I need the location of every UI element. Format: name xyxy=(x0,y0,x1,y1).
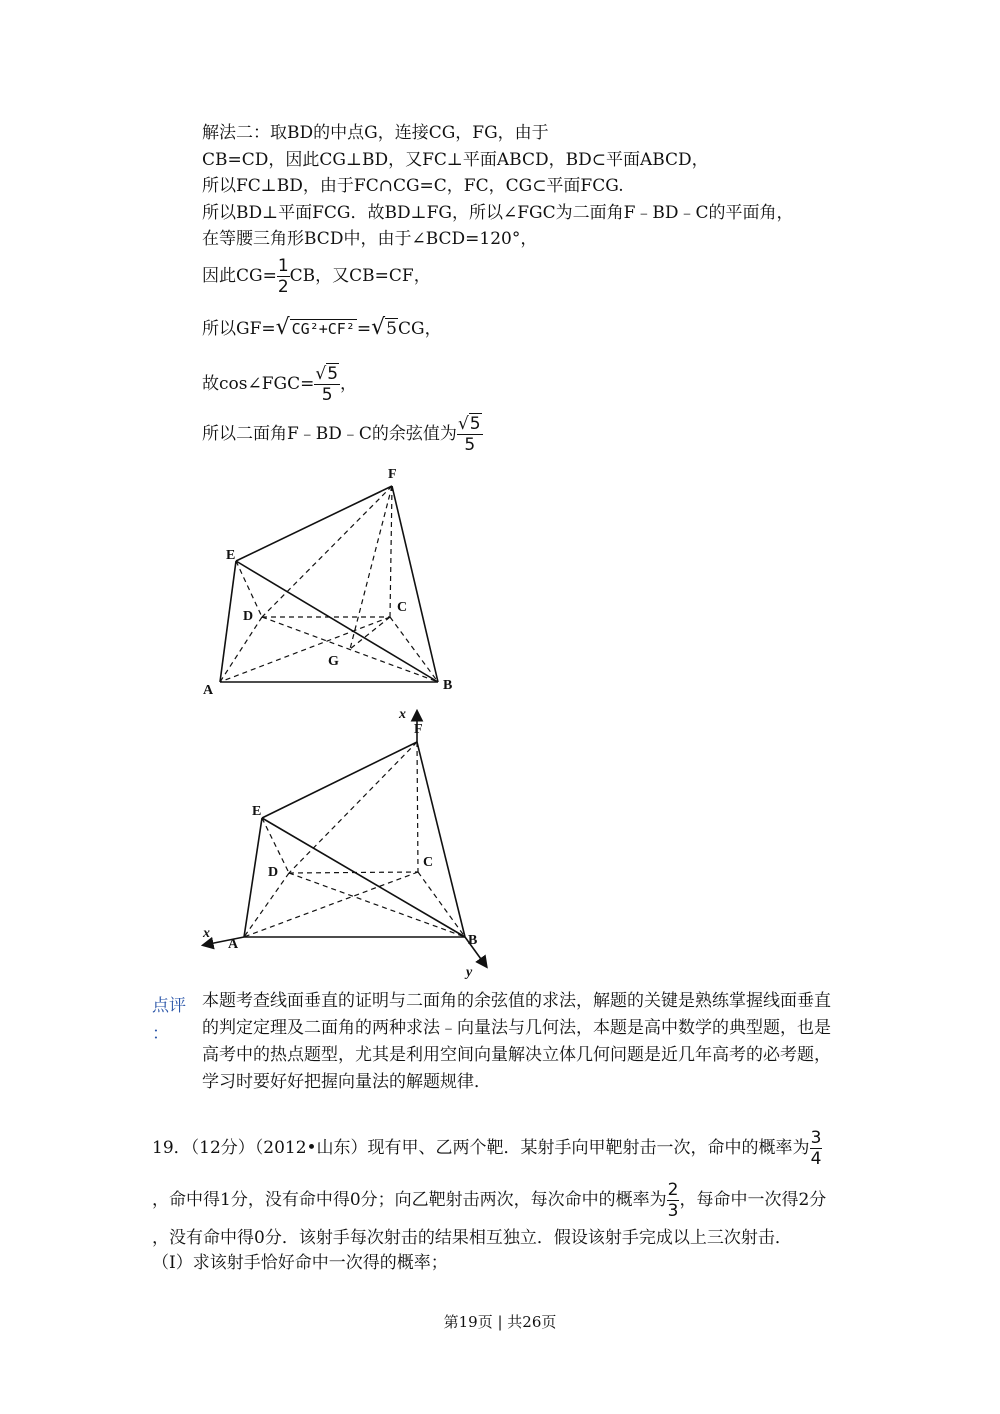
label-C: C xyxy=(397,600,408,615)
edge-CB-2 xyxy=(418,872,465,937)
edge-CA xyxy=(220,617,390,682)
solution-line-5: 在等腰三角形BCD中，由于∠BCD=120°， xyxy=(202,229,538,249)
gf-prefix: 所以GF= xyxy=(202,319,276,339)
problem19-line-4: （Ⅰ）求该射手恰好命中一次得的概率； xyxy=(152,1253,448,1273)
review-text: 本题考查线面垂直的证明与二面角的余弦值的求法，解题的关键是熟练掌握线面垂直的判定定理及二面角的两种求法﹣向量法与几何法，本题是高中数学的典型题，也是高考中的热点题型，尤其是利用空间向量解决立体几何问题是近几年高考的必考题，学习时要好好把握向量法的解题规律． xyxy=(202,991,831,1092)
edge-DC-2 xyxy=(289,872,418,873)
edge-EA-2 xyxy=(244,818,262,937)
edge-FD xyxy=(262,486,392,617)
fraction-numerator: 3 xyxy=(810,1128,822,1148)
fraction-numerator: √5 xyxy=(315,364,339,384)
edge-CA-2 xyxy=(244,872,418,937)
geometry-figure-2 xyxy=(195,700,495,982)
solution-line-8 xyxy=(202,364,357,405)
label-C-2: C xyxy=(423,855,434,870)
cg-suffix: CB，又CB=CF， xyxy=(289,266,431,286)
solution-line-2: CB=CD，因此CG⊥BD，又FC⊥平面ABCD，BD⊂平面ABCD， xyxy=(202,150,709,170)
fraction-numerator: 2 xyxy=(667,1180,679,1200)
edge-FD-2 xyxy=(289,742,417,873)
review-label xyxy=(152,992,186,1048)
label-B: B xyxy=(443,678,453,693)
label-y: y xyxy=(466,965,473,980)
geometry-figure-1 xyxy=(190,462,480,698)
edge-EB-2 xyxy=(262,818,465,937)
cg-prefix: 因此CG= xyxy=(202,266,277,286)
label-x-top: x xyxy=(399,707,406,722)
problem19-text-2b: ，每命中一次得2分 xyxy=(679,1190,827,1210)
sqrt-symbol-2: √ xyxy=(371,315,386,340)
solution-line-7 xyxy=(202,315,442,340)
fraction-denominator: 4 xyxy=(810,1149,822,1169)
problem19-text-1: 19．（12分）（2012•山东）现有甲、乙两个靶．某射手向甲靶射击一次，命中的概率为 xyxy=(152,1138,810,1158)
label-F-2: F xyxy=(414,722,423,737)
fraction-three-quarters xyxy=(810,1128,823,1169)
edge-EF-2 xyxy=(262,742,417,818)
fraction-numerator: 1 xyxy=(277,256,289,276)
label-F: F xyxy=(388,467,397,482)
label-D: D xyxy=(243,609,254,624)
review-label-text: 点评 xyxy=(152,996,186,1016)
cos-prefix: 故cos∠FGC= xyxy=(202,374,315,394)
fraction-denominator: 5 xyxy=(457,434,483,455)
label-E: E xyxy=(226,548,236,563)
sqrt-symbol: √ xyxy=(275,315,290,340)
label-A: A xyxy=(203,683,214,698)
edge-DA xyxy=(220,617,262,682)
fraction-denominator: 5 xyxy=(314,384,340,405)
cos-suffix: ， xyxy=(340,374,358,394)
edge-FB-2 xyxy=(417,742,465,937)
edge-FC-2 xyxy=(417,742,418,872)
problem19-text-2: ，命中得1分，没有命中得0分；向乙靶射击两次，每次命中的概率为 xyxy=(152,1190,667,1210)
fraction-sqrt5-over-5 xyxy=(314,364,340,405)
problem19-line-3: ，没有命中得0分．该射手每次射击的结果相互独立．假设该射手完成以上三次射击． xyxy=(152,1228,792,1248)
page-footer: 第19页 | 共26页 xyxy=(443,1313,557,1331)
edge-FC xyxy=(390,486,392,617)
fraction-two-thirds xyxy=(667,1180,680,1221)
fraction-numerator: √5 xyxy=(457,414,481,434)
problem19-line-2 xyxy=(152,1180,826,1221)
edge-DB-2 xyxy=(289,873,465,937)
problem19-line-1 xyxy=(152,1128,822,1169)
edge-FB xyxy=(392,486,438,682)
solution-line-9 xyxy=(202,414,483,455)
radicand-cg-cf: CG²+CF² xyxy=(291,320,355,338)
label-x-left: x xyxy=(203,926,210,941)
solution-line-6 xyxy=(202,256,431,297)
review-label-colon: ： xyxy=(152,1024,169,1044)
solution-line-1: 解法二：取BD的中点G，连接CG，FG，由于 xyxy=(202,123,549,143)
label-D-2: D xyxy=(268,865,279,880)
solution-line-3: 所以FC⊥BD，由于FC∩CG=C，FC，CG⊂平面FCG. xyxy=(202,176,624,196)
cosine-answer-prefix: 所以二面角F﹣BD﹣C的余弦值为 xyxy=(202,424,457,444)
label-G: G xyxy=(328,654,339,669)
fraction-denominator: 3 xyxy=(667,1201,679,1221)
label-B-2: B xyxy=(468,933,478,948)
label-E-2: E xyxy=(252,804,262,819)
edge-DA-2 xyxy=(244,873,289,937)
gf-suffix: CG， xyxy=(397,319,442,339)
edge-EF xyxy=(236,486,392,561)
fraction-one-half xyxy=(277,256,290,297)
edge-DB xyxy=(262,617,438,682)
radicand-5: 5 xyxy=(386,319,397,339)
edge-EA xyxy=(220,561,236,682)
fraction-denominator: 2 xyxy=(277,277,289,297)
label-A-2: A xyxy=(228,937,239,952)
fraction-sqrt5-over-5-answer xyxy=(457,414,483,455)
solution-line-4: 所以BD⊥平面FCG．故BD⊥FG，所以∠FGC为二面角F﹣BD﹣C的平面角， xyxy=(202,203,794,223)
equals-sign: = xyxy=(356,319,372,339)
